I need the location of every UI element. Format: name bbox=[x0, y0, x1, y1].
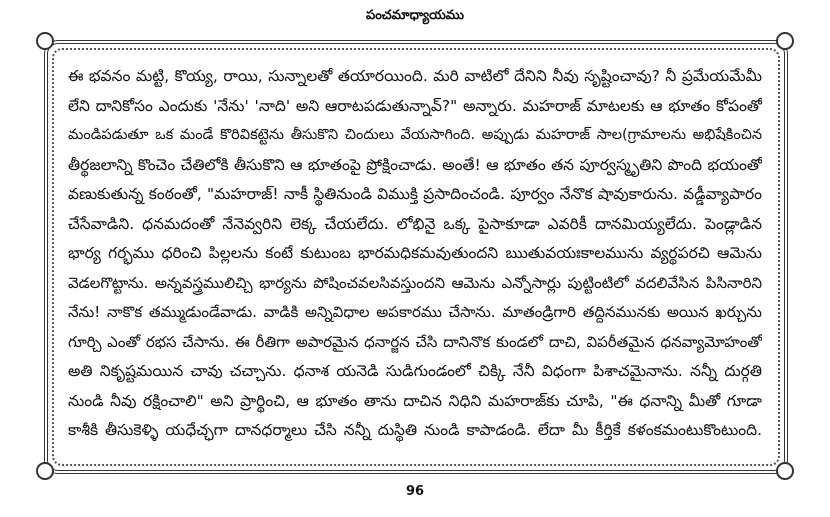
text-line: కాశీకి తీసుకెళ్ళి యధేచ్ఛగా దానధర్మాలు చేసి నన్నీ దుస్థితి నుండి కాపాడండి. లేదా మీ కీర్తికే కళంకమంటుకొంటుంది. bbox=[68, 421, 762, 439]
text-line: ఈ భవనం మట్టి, కొయ్య, రాయి, సున్నాలతో తయారయింది. మరి వాటిలో దేనిని నీవు సృష్టించావు? నీ ప్రమేయమేమీ bbox=[68, 67, 762, 85]
page-body-text bbox=[68, 62, 762, 458]
text-line: లేని దానికోసం ఎందుకు 'నేను' 'నాది' అని ఆరాటపడుతున్నావ్?" అన్నారు. మహరాజ్ మాటలకు ఆ భూతం కోపంతో bbox=[68, 96, 762, 115]
text-line: చేసేవాడిని. ధనమదంతో నేనెవ్వరిని లెక్క చేయలేదు. లోభినై ఒక్క పైసాకూడా ఎవరికీ దానమియ్యలేదు. పెండ్లాడిన bbox=[68, 214, 762, 233]
page-number: 96 bbox=[405, 484, 425, 499]
text-line: మండిపడుతూ ఒక మండే కొరివికట్టెను తీసుకొని చిందులు వేయసాగింది. అప్పుడు మహరాజ్ సాల(గ్రామాలను అభిషేకించిన bbox=[68, 127, 762, 143]
text-line: అతి నికృష్టమయిన చావు చచ్చాను. ధనాశ యనెడి సుడిగుండంలో చిక్కి నేనీ విధంగా పిశాచమైనాను. నన్నీ దుర్గతి bbox=[68, 362, 762, 380]
page-header-title: పంచమాధ్యాయము bbox=[365, 8, 465, 23]
border-corner-ornament bbox=[776, 462, 794, 480]
text-line: భార్య గర్భము ధరించి పిల్లలను కంటే కుటుంబ భారమధికమవుతుందని ఋతువయఃకాలమును వ్యర్థపరచి ఆమెను bbox=[68, 244, 762, 262]
border-corner-ornament bbox=[776, 32, 794, 50]
border-corner-ornament bbox=[36, 32, 54, 50]
text-line: వెడలగొట్టాను. అన్నవస్త్రములిచ్చి భార్యను పోషించవలసివస్తుందని ఆమెను ఎన్నోసార్లు పుట్టింటిలో వదలివేసిన పిసినారిని bbox=[68, 273, 762, 292]
text-line: గూర్చి ఎంతో రభస చేసాను. ఈ రీతిగా అపారమైన ధనార్జన చేసి దానినొక కుండలో దాచి, విపరీతమైన ధనవ్యామోహంతో bbox=[68, 332, 762, 351]
text-line: నేను! నాకొక తమ్ముడుండేవాడు. వాడికి అన్నివిధాల అపకారము చేసాను. మాతండ్రిగారి తద్దినమునకు అయిన ఖర్చును bbox=[68, 303, 762, 321]
border-corner-ornament bbox=[36, 462, 54, 480]
text-line: వణుకుతున్న కంఠంతో, "మహరాజ్! నాకీ స్థితినుండి విముక్తి ప్రసాదించండి. పూర్వం నేనొక షావుకారును. వడ్డీవ్యాపారం bbox=[68, 185, 762, 203]
text-line: నుండి నీవు రక్షించాలి" అని ప్రార్థించి, ఆ భూతం తాను దాచిన నిధిని మహరాజ్‌కు చూపి, "ఈ ధనాన్ని మీతో గూడా bbox=[68, 391, 762, 410]
text-line: తీర్థజలాన్ని కొంచెం చేతిలోకి తీసుకొని ఆ భూతంపై ప్రోక్షించాడు. అంతే! ఆ భూతం తన పూర్వస్మృతిని పొంది భయంతో bbox=[68, 155, 762, 174]
